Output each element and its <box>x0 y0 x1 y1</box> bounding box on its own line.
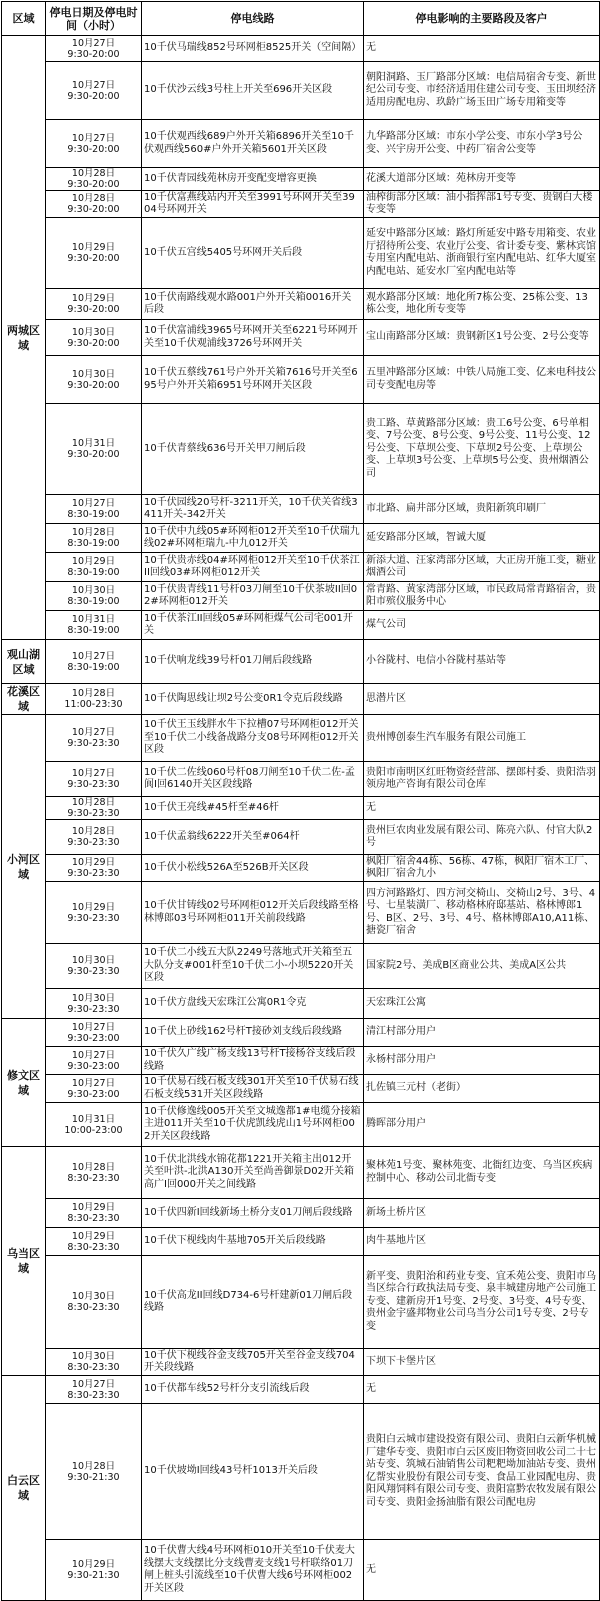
outage-line-cell: 10千伏二佐线060号杆08刀闸至10千伏二佐-孟阆I回6140开关区段线路 <box>142 762 364 797</box>
outage-date: 10月29日 <box>71 556 116 567</box>
outage-hours: 8:30-19:00 <box>67 509 120 520</box>
header-affected: 停电影响的主要路段及客户 <box>364 2 600 36</box>
outage-hours: 9:30-20:00 <box>67 449 120 460</box>
outage-hours: 8:30-19:00 <box>67 538 120 549</box>
outage-hours: 8:30-23:30 <box>67 1213 120 1224</box>
outage-line-cell: 10千伏四新I回线新场土桥分支01刀闸后段线路 <box>142 1199 364 1228</box>
area-cell: 白云区域 <box>2 1376 46 1601</box>
outage-line-cell: 10千伏坡坳I回线43号杆1013开关后段 <box>142 1404 364 1540</box>
table-row <box>2 1019 600 1047</box>
outage-time-cell <box>46 989 142 1019</box>
affected-area-cell: 朝阳洞路、玉厂路部分区域：电信局宿舍专变、新世纪公司专变、市经济适用住建公司专变、玉田坝经济适用房配电房、玖龄广场玉田广场专用箱变等 <box>364 62 600 120</box>
outage-line-cell: 10千伏贵青线11号杆03刀闸至10千伏茶坡II回02#环网柜012开关 <box>142 582 364 611</box>
outage-time-cell <box>46 611 142 640</box>
outage-hours: 8:30-19:00 <box>67 625 120 636</box>
affected-area-cell: 宝山南路部分区域：贵钢新区1号公变、2号公变等 <box>364 320 600 356</box>
outage-time-cell <box>46 120 142 168</box>
affected-area-cell: 常青路、黄家湾部分区域，市民政局常青路宿舍，贵阳市殡仪服务中心 <box>364 582 600 611</box>
outage-date: 10月29日 <box>71 1559 116 1570</box>
outage-date: 10月29日 <box>71 293 116 304</box>
area-cell: 观山湖区域 <box>2 640 46 684</box>
table-row <box>2 524 600 553</box>
outage-time-cell <box>46 168 142 191</box>
area-cell: 修文区域 <box>2 1019 46 1147</box>
outage-hours: 8:30-23:30 <box>67 1302 120 1313</box>
outage-time-cell <box>46 553 142 582</box>
power-outage-table <box>1 1 600 1601</box>
outage-time-cell <box>46 762 142 797</box>
outage-hours: 9:30-20:00 <box>67 337 120 349</box>
outage-hours: 9:30-20:00 <box>67 304 120 315</box>
outage-line-cell: 10千伏上砂线162号杆T接砂刘支线后段线路 <box>142 1019 364 1047</box>
outage-date: 10月28日 <box>71 826 116 837</box>
table-row <box>2 762 600 797</box>
outage-hours: 9:30-23:30 <box>67 868 120 879</box>
outage-line-cell: 10千伏响龙线39号杆01刀闸后段线路 <box>142 640 364 684</box>
outage-date: 10月27日 <box>71 1021 116 1033</box>
table-row <box>2 404 600 495</box>
affected-area-cell: 新场土桥片区 <box>364 1199 600 1228</box>
outage-date: 10月31日 <box>71 438 116 449</box>
outage-time-cell <box>46 356 142 404</box>
outage-hours: 9:30-23:00 <box>67 1032 120 1044</box>
outage-line-cell: 10千伏茶江II回线05#环网柜煤气公司宅001开关 <box>142 611 364 640</box>
table-row <box>2 1199 600 1228</box>
outage-hours: 9:30-20:00 <box>67 48 120 60</box>
table-row <box>2 120 600 168</box>
outage-hours: 9:30-20:00 <box>67 143 120 155</box>
outage-time-cell <box>46 1103 142 1147</box>
affected-area-cell: 聚林苑1号变、聚林苑变、北衙红边变、乌当区疾病控制中心、移动公司北衙专变 <box>364 1147 600 1199</box>
outage-date: 10月30日 <box>71 955 116 966</box>
affected-area-cell: 无 <box>364 1376 600 1404</box>
outage-time-cell <box>46 684 142 715</box>
outage-hours: 9:30-20:00 <box>67 90 120 102</box>
outage-time-cell <box>46 218 142 289</box>
outage-date: 10月31日 <box>71 1113 116 1125</box>
outage-line-cell: 10千伏中九线05#环网柜012开关至10千伏瑞九线02#环网柜瑞九-中九012开关 <box>142 524 364 553</box>
table-row <box>2 191 600 218</box>
outage-date: 10月30日 <box>71 368 116 380</box>
outage-date: 10月29日 <box>71 901 116 913</box>
outage-date: 10月28日 <box>71 1161 116 1173</box>
outage-time-cell <box>46 495 142 524</box>
affected-area-cell: 四方河路路灯、四方河交椅山、交椅山2号、3号、4号、七星装潢厂、移动格林府邸基站、格林博郎1号、B区、2号、3号、4号、格林博郎A10,A11栋、搪瓷厂宿舍 <box>364 882 600 944</box>
outage-date: 10月27日 <box>71 132 116 144</box>
area-cell: 小河区域 <box>2 715 46 1019</box>
outage-hours: 9:30-20:00 <box>67 379 120 391</box>
affected-area-cell: 贵州巨农肉业发展有限公司、陈亮六队、付官大队2号 <box>364 820 600 855</box>
affected-area-cell: 思潜片区 <box>364 684 600 715</box>
table-row <box>2 989 600 1019</box>
outage-date: 10月28日 <box>71 527 116 538</box>
outage-time-cell <box>46 404 142 495</box>
outage-hours: 9:30-21:30 <box>67 1471 120 1483</box>
table-row <box>2 1147 600 1199</box>
affected-area-cell: 九华路部分区域：市东小学公变、市东小学3号公变、兴宇房开公变、中药厂宿舍公变等 <box>364 120 600 168</box>
outage-line-cell: 10千伏下枧线肉牛基地705开关后段线路 <box>142 1228 364 1256</box>
outage-time-cell <box>46 882 142 944</box>
affected-area-cell: 贵阳市南明区红旺物资经营部、摆郎村委、贵阳浩羽领房地产咨询有限公司仓库 <box>364 762 600 797</box>
header-time: 停电日期及停电时间（小时） <box>46 2 142 36</box>
outage-line-cell: 10千伏富浦线3965号环网开关至6221号环网开关至10千伏观浦线3726号环网开关 <box>142 320 364 356</box>
affected-area-cell: 贵阳白云城市建设投资有限公司、贵阳白云新华机械厂建华专变、贵阳市白云区废旧物资回收公司二十七站专变、筑城石油销售公司粑粑坳加油站专变、贵州亿帮实业股份有限公司专变、食品工业园配电房、贵阳风翔饲料有限公司专变、贵阳富黔农牧发展有限公司专变、贵阳金扬油脂有限公司配电房 <box>364 1404 600 1540</box>
outage-date: 10月27日 <box>71 1378 116 1390</box>
outage-time-cell <box>46 820 142 855</box>
affected-area-cell: 下坝下卡堡片区 <box>364 1349 600 1376</box>
outage-time-cell <box>46 1256 142 1349</box>
outage-hours: 9:30-23:30 <box>67 837 120 848</box>
outage-line-cell: 10千伏修逸线005开关至文城逸都1#电缆分接箱主进011开关至10千伏虎凯线虎山1号环网柜002开关区段线路 <box>142 1103 364 1147</box>
outage-hours: 9:30-23:00 <box>67 1060 120 1072</box>
outage-line-cell: 10千伏马瑞线852号环网柜8525开关（空间隔） <box>142 36 364 62</box>
outage-hours: 11:00-23:30 <box>64 699 123 710</box>
outage-time-cell <box>46 582 142 611</box>
area-cell: 花溪区域 <box>2 684 46 715</box>
table-row <box>2 611 600 640</box>
outage-hours: 8:30-23:30 <box>67 1172 120 1184</box>
outage-time-cell <box>46 1199 142 1228</box>
table-row <box>2 553 600 582</box>
outage-date: 10月28日 <box>71 1460 116 1472</box>
outage-hours: 8:30-23:30 <box>67 1389 120 1401</box>
affected-area-cell: 延安中路部分区域：路灯所延安中路专用箱变、农业厅招待所公变、农业厅公变、省计委专变、紫林宾馆专用室内配电站、浙商银行室内配电站、红华大厦室内配电站、延安水厂室内配电站等 <box>364 218 600 289</box>
area-cell: 两城区域 <box>2 36 46 640</box>
outage-hours: 9:30-23:30 <box>67 779 120 790</box>
outage-time-cell <box>46 715 142 762</box>
outage-time-cell <box>46 1404 142 1540</box>
affected-area-cell: 清江村部分用户 <box>364 1019 600 1047</box>
table-row <box>2 582 600 611</box>
outage-line-cell: 10千伏贵赤线04#环网柜012开关至10千伏茶江II回线03#环网柜012开关 <box>142 553 364 582</box>
outage-date: 10月28日 <box>71 797 116 808</box>
outage-hours: 9:30-23:30 <box>67 738 120 749</box>
affected-area-cell: 扎佐镇三元村（老街） <box>364 1075 600 1103</box>
outage-line-cell: 10千伏方盘线天宏珠江公寓0R1令克 <box>142 989 364 1019</box>
outage-hours: 9:30-20:00 <box>67 253 120 264</box>
outage-line-cell: 10千伏都车线52号杆分支引流线后段 <box>142 1376 364 1404</box>
outage-line-cell: 10千伏甘铸线02号环网柜012开关后段线路至格林博郎03号环网柜011开关前段线路 <box>142 882 364 944</box>
outage-date: 10月29日 <box>71 1230 116 1242</box>
table-row <box>2 684 600 715</box>
outage-line-cell: 10千伏南路线观水路001户外开关箱0016开关后段 <box>142 289 364 320</box>
outage-line-cell: 10千伏高龙II回线D734-6号杆建新01刀闸后段线路 <box>142 1256 364 1349</box>
outage-time-cell <box>46 1228 142 1256</box>
affected-area-cell: 油榨街部分区域：油小指挥部1号专变、贵钢白大楼专变等 <box>364 191 600 218</box>
outage-date: 10月27日 <box>71 37 116 49</box>
outage-date: 10月30日 <box>71 326 116 338</box>
outage-hours: 9:30-23:00 <box>67 1088 120 1100</box>
header-area: 区域 <box>2 2 46 36</box>
outage-time-cell <box>46 1019 142 1047</box>
outage-hours: 9:30-23:30 <box>67 808 120 819</box>
table-row <box>2 855 600 882</box>
outage-hours: 9:30-20:00 <box>67 204 120 215</box>
outage-date: 10月28日 <box>71 168 116 179</box>
outage-date: 10月30日 <box>71 1291 116 1302</box>
outage-time-cell <box>46 1349 142 1376</box>
table-row <box>2 1228 600 1256</box>
outage-line-cell: 10千伏王玉线胖水牛下拉槽07号环网柜012开关至10千伏二小线备战路分支08号环网柜012开关区段 <box>142 715 364 762</box>
outage-time-cell <box>46 191 142 218</box>
affected-area-cell: 腾晖部分用户 <box>364 1103 600 1147</box>
table-row <box>2 320 600 356</box>
affected-area-cell: 新添大道、汪家湾部分区域，大正房开施工变，糖业烟酒公司 <box>364 553 600 582</box>
table-row <box>2 1103 600 1147</box>
outage-date: 10月28日 <box>71 688 116 699</box>
outage-time-cell <box>46 855 142 882</box>
outage-date: 10月30日 <box>71 992 116 1004</box>
table-row <box>2 495 600 524</box>
outage-line-cell: 10千伏小松线526A至526B开关区段 <box>142 855 364 882</box>
affected-area-cell: 无 <box>364 36 600 62</box>
outage-time-cell <box>46 1376 142 1404</box>
outage-line-cell: 10千伏陶思线让坝2号公变0R1令克后段线路 <box>142 684 364 715</box>
table-row <box>2 36 600 62</box>
outage-date: 10月27日 <box>71 498 116 509</box>
outage-hours: 8:30-19:00 <box>67 661 120 673</box>
affected-area-cell: 市北路、扁井部分区域，贵阳新筑印刷厂 <box>364 495 600 524</box>
outage-date: 10月27日 <box>71 727 116 738</box>
outage-line-cell: 10千伏沙云线3号柱上开关至696开关区段 <box>142 62 364 120</box>
outage-date: 10月29日 <box>71 857 116 868</box>
affected-area-cell: 国家院2号、美成B区商业公共、美成A区公共 <box>364 944 600 989</box>
outage-time-cell <box>46 1047 142 1075</box>
table-row <box>2 640 600 684</box>
outage-line-cell: 10千伏易石线石板支线301开关至10千伏易石线石板支线531开关区段线路 <box>142 1075 364 1103</box>
outage-time-cell <box>46 1540 142 1601</box>
header-line: 停电线路 <box>142 2 364 36</box>
outage-time-cell <box>46 944 142 989</box>
table-row <box>2 168 600 191</box>
outage-hours: 8:30-19:00 <box>67 567 120 578</box>
outage-time-cell <box>46 1075 142 1103</box>
affected-area-cell: 贵工路、草黄路部分区域：贵工6号公变、6号单相变、7号公变、8号公变、9号公变、11号公变、12号公变、下草坝公变、下草坝2号公变、上草坝公变、上草坝3号公变、上草坝5号公变、贵州烟酒公司 <box>364 404 600 495</box>
affected-area-cell: 延安路部分区域，智诚大厦 <box>364 524 600 553</box>
outage-time-cell <box>46 62 142 120</box>
affected-area-cell: 观水路部分区域：地化所7栋公变、25栋公变、13栋公变，地化所专变等 <box>364 289 600 320</box>
outage-line-cell: 10千伏二小线五大队2249号落地式开关箱至五大队分支#001杆至10千伏二小-小坝5220开关区段 <box>142 944 364 989</box>
affected-area-cell: 贵州博创泰生汽车服务有限公司施工 <box>364 715 600 762</box>
affected-area-cell: 天宏珠江公寓 <box>364 989 600 1019</box>
table-row <box>2 944 600 989</box>
outage-hours: 8:30-19:00 <box>67 596 120 607</box>
outage-hours: 9:30-21:30 <box>67 1570 120 1581</box>
affected-area-cell: 枫阳厂宿舍44栋、56栋、47栋，枫阳厂宿木工厂、枫阳厂宿舍九小 <box>364 855 600 882</box>
outage-date: 10月29日 <box>71 1202 116 1213</box>
outage-date: 10月27日 <box>71 1077 116 1089</box>
outage-line-cell: 10千伏富燕线站内开关至3991号环网开关至3904号环网开关 <box>142 191 364 218</box>
table-body <box>2 36 600 1601</box>
table-header-row <box>2 2 600 36</box>
table-row <box>2 1376 600 1404</box>
affected-area-cell: 煤气公司 <box>364 611 600 640</box>
affected-area-cell: 五里冲路部分区域：中铁八局施工变、亿来电科技公司专变配电房等 <box>364 356 600 404</box>
outage-hours: 9:30-23:30 <box>67 966 120 977</box>
table-row <box>2 1256 600 1349</box>
affected-area-cell: 无 <box>364 797 600 820</box>
affected-area-cell: 花溪大道部分区域：苑林房开变等 <box>364 168 600 191</box>
outage-hours: 8:30-23:30 <box>67 1362 120 1373</box>
table-row <box>2 356 600 404</box>
affected-area-cell: 小谷陇村、电信小谷陇村基站等 <box>364 640 600 684</box>
table-row <box>2 820 600 855</box>
table-row <box>2 218 600 289</box>
outage-date: 10月29日 <box>71 242 116 253</box>
outage-line-cell: 10千伏五蔡线761号户外开关箱7616号开关至695号户外开关箱6951号环网开关区段 <box>142 356 364 404</box>
outage-hours: 9:30-20:00 <box>67 179 120 190</box>
outage-date: 10月30日 <box>71 1351 116 1362</box>
outage-line-cell: 10千伏青园线苑林房开变配变增容更换 <box>142 168 364 191</box>
affected-area-cell: 肉牛基地片区 <box>364 1228 600 1256</box>
outage-hours: 9:30-23:30 <box>67 912 120 924</box>
area-cell: 乌当区域 <box>2 1147 46 1376</box>
outage-date: 10月31日 <box>71 614 116 625</box>
affected-area-cell: 无 <box>364 1540 600 1601</box>
outage-time-cell <box>46 640 142 684</box>
outage-line-cell: 10千伏曹大线4号环网柜010开关至10千伏麦大线摆大支线摆比分支线曹麦支线1号杆联络01刀闸上桩头引流线至10千伏曹大线6号环网柜002开关区段 <box>142 1540 364 1601</box>
outage-date: 10月28日 <box>71 193 116 204</box>
affected-area-cell: 永杨村部分用户 <box>364 1047 600 1075</box>
outage-hours: 8:30-23:30 <box>67 1241 120 1253</box>
outage-date: 10月27日 <box>71 1049 116 1061</box>
outage-hours: 10:00-23:00 <box>64 1124 123 1136</box>
table-row <box>2 289 600 320</box>
outage-time-cell <box>46 289 142 320</box>
affected-area-cell: 新平变、贵阳治和药业专变、宜禾苑公变、贵阳市乌当区综合行政执法局专变、泉丰城建房地产公司施工专变、建新房开1号变、2号变、3号变、4号专变、贵州金宇盛邦物业公司乌当分公司1号专变、2号专变 <box>364 1256 600 1349</box>
outage-line-cell: 10千伏观西线689户外开关箱6896开关至10千伏观西线560#户外开关箱5601开关区段 <box>142 120 364 168</box>
table-row <box>2 882 600 944</box>
table-row <box>2 797 600 820</box>
outage-time-cell <box>46 36 142 62</box>
outage-time-cell <box>46 1147 142 1199</box>
outage-line-cell: 10千伏久广线广杨支线13号杆T接杨谷支线后段线路 <box>142 1047 364 1075</box>
outage-hours: 9:30-23:30 <box>67 1003 120 1015</box>
outage-date: 10月30日 <box>71 585 116 596</box>
outage-time-cell <box>46 524 142 553</box>
outage-line-cell: 10千伏五宫线5405号环网开关后段 <box>142 218 364 289</box>
outage-line-cell: 10千伏青蔡线636号开关甲刀闸后段 <box>142 404 364 495</box>
table-row <box>2 1540 600 1601</box>
table-row <box>2 62 600 120</box>
table-row <box>2 1075 600 1103</box>
outage-date: 10月27日 <box>71 650 116 662</box>
table-row <box>2 1047 600 1075</box>
outage-date: 10月27日 <box>71 79 116 91</box>
outage-line-cell: 10千伏王亮线#45杆至#46杆 <box>142 797 364 820</box>
outage-line-cell: 10千伏孟翁线6222开关至#064杆 <box>142 820 364 855</box>
table-row <box>2 1404 600 1540</box>
outage-line-cell: 10千伏园线20号杆-3211开关，10千伏关省线3411开关-342开关 <box>142 495 364 524</box>
outage-time-cell <box>46 797 142 820</box>
outage-time-cell <box>46 320 142 356</box>
outage-line-cell: 10千伏北洪线水锦花都1221开关箱主出012开关至叶洪-北洪A130开关至尚善御景D02开关箱高广I回000开关之间线路 <box>142 1147 364 1199</box>
outage-date: 10月27日 <box>71 768 116 779</box>
table-row <box>2 1349 600 1376</box>
outage-line-cell: 10千伏下枧线谷金支线705开关至谷金支线704开关段线路 <box>142 1349 364 1376</box>
table-row <box>2 715 600 762</box>
